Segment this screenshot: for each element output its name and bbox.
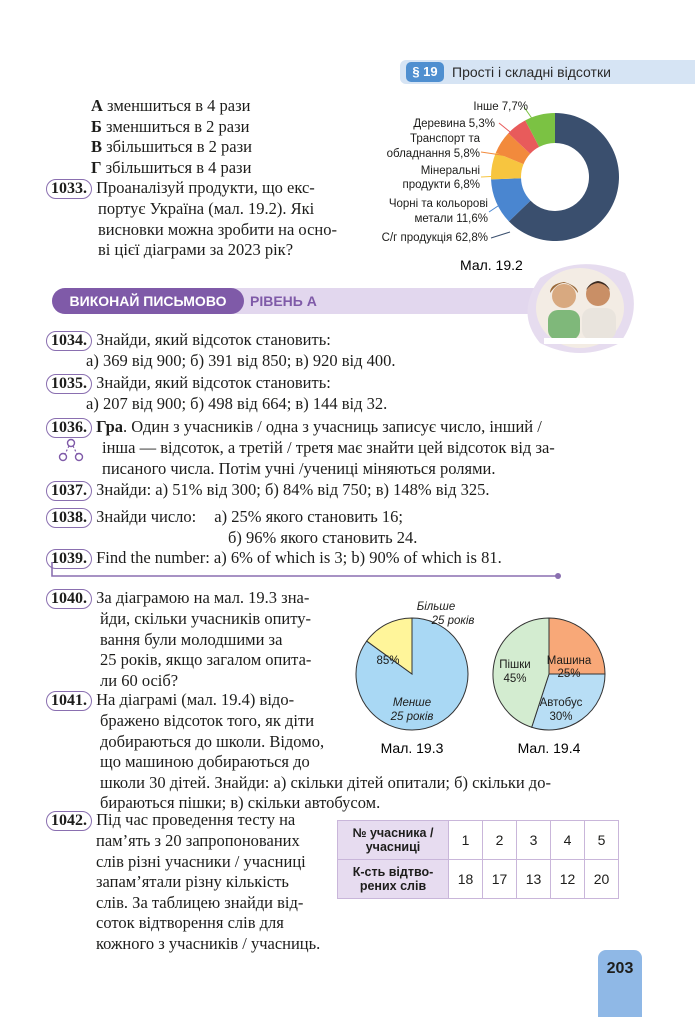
exercise-1038: 1038. Знайди число: а) 25% якого становить 16; б) 96% якого становить 24. — [46, 507, 417, 549]
banner-label: ВИКОНАЙ ПИСЬМОВО — [52, 288, 244, 314]
exercise-1035: 1035. Знайди, який відсоток становить: а) 207 від 900; б) 498 від 664; в) 144 від 32. — [46, 373, 387, 415]
pie-label: Менше — [392, 697, 432, 709]
table-cell: 4 — [551, 821, 585, 860]
donut-label: метали 11,6% — [414, 213, 488, 225]
pie-label: Машина — [546, 655, 592, 667]
figure-caption: Мал. 19.4 — [517, 740, 581, 756]
option-c: В збільшиться в 2 рази — [91, 137, 252, 156]
pie-label: 25 років — [390, 711, 434, 723]
students-photo — [520, 258, 640, 358]
table-cell: 2 — [483, 821, 517, 860]
pie-label: Більше — [416, 601, 456, 613]
exercise-1042: 1042. Під час проведення тесту на пам’ять з 20 запропонованих слів різні учасники / учасниці запам’ятали різну кількість слів. За таблицею знайди від- соток відтворення слів для кожного з учасників / учасниць. — [46, 810, 320, 954]
answer-options — [91, 96, 252, 178]
table-cell: 12 — [551, 860, 585, 899]
table-cell: 1 — [449, 821, 483, 860]
exercise-number: 1041. — [46, 691, 92, 711]
exercise-number: 1038. — [46, 508, 92, 528]
table-cell: 13 — [517, 860, 551, 899]
pie-label: Пішки — [499, 659, 531, 671]
exercise-1037: 1037. Знайди: а) 51% від 300; б) 84% від 750; в) 148% від 325. — [46, 480, 490, 501]
pie-value: 85% — [376, 655, 400, 667]
pie-label: Автобус — [539, 697, 583, 709]
donut-chart — [360, 92, 660, 272]
donut-label: С/г продукція 62,8% — [381, 232, 488, 244]
exercise-number: 1039. — [46, 549, 92, 569]
exercise-number: 1042. — [46, 811, 92, 831]
donut-label: обладнання 5,8% — [386, 148, 480, 160]
divider-line — [46, 560, 566, 582]
leader-line — [491, 232, 510, 238]
table-header: К-сть відтво- рених слів — [338, 860, 449, 899]
donut-label: Мінеральні — [420, 165, 480, 177]
table-cell: 17 — [483, 860, 517, 899]
table-cell: 3 — [517, 821, 551, 860]
donut-label: Деревина 5,3% — [413, 118, 495, 130]
donut-label: продукти 6,8% — [402, 179, 480, 191]
exercise-number: 1035. — [46, 374, 92, 394]
exercise-1039: 1039. Find the number: a) 6% of which is 3; b) 90% of which is 81. — [46, 548, 502, 569]
figure-caption: Мал. 19.3 — [380, 740, 444, 756]
exercise-number: 1036. — [46, 418, 92, 438]
exercise-number: 1034. — [46, 331, 92, 351]
table-cell: 5 — [585, 821, 619, 860]
pie-value: 30% — [549, 711, 573, 723]
table-cell: 18 — [449, 860, 483, 899]
page-number: 203 — [598, 950, 642, 1017]
table-header: № учасника / учасниці — [338, 821, 449, 860]
banner-level: РІВЕНЬ А — [250, 293, 317, 309]
pie-value: 25% — [557, 668, 581, 680]
pie-value: 45% — [503, 673, 527, 685]
exercise-1033: 1033. Проаналізуй продукти, що екс- портує Україна (мал. 19.2). Які висновки можна зробити на осно- ві цієї діаграми за 2023 рік? — [46, 178, 337, 261]
words-table — [337, 820, 619, 899]
table-cell: 20 — [585, 860, 619, 899]
exercise-number: 1037. — [46, 481, 92, 501]
exercise-1034: 1034. Знайди, який відсоток становить: а) 369 від 900; б) 391 від 850; в) 920 від 400. — [46, 330, 395, 372]
figure-caption: Мал. 19.2 — [460, 257, 523, 272]
option-b: Б зменшиться в 2 рази — [91, 116, 250, 136]
pie-label: 25 років — [431, 615, 475, 627]
pie-chart-19-4 — [485, 598, 625, 760]
donut-label: Транспорт та — [409, 133, 480, 145]
section-title: Прості і складні відсотки — [452, 64, 611, 80]
section-badge: § 19 — [406, 62, 444, 82]
group-game-icon — [58, 438, 84, 464]
exercise-number: 1040. — [46, 589, 92, 609]
donut-label: Інше 7,7% — [473, 101, 528, 113]
option-d: Г збільшиться в 4 рази — [91, 157, 252, 177]
pie-chart-19-3 — [350, 598, 490, 760]
exercise-number: 1033. — [46, 179, 92, 199]
option-a: А зменшиться в 4 рази — [91, 96, 251, 115]
exercise-1036: 1036. Гра. Один з учасників / одна з учасниць записує число, інший / інша — відсоток, а третій / третя має знайти цей відсоток від за- писаного числа. Потім учні /учениці міняються ролями. — [46, 417, 555, 479]
exercise-1041: 1041. На діаграмі (мал. 19.4) відо- бражено відсоток того, як діти добираються до школи. Відомо, що машиною добираються до школи 30 дітей. Знайди: а) скільки дітей опитали; б) скільки до- бираються пішки; в) скільки автобусом. — [46, 690, 551, 814]
donut-label: Чорні та кольорові — [388, 198, 488, 210]
exercise-1040: 1040. За діаграмою на мал. 19.3 зна- йди, скільки учасників опиту- вання були молодшими за 25 років, якщо загалом опита- ли 60 осіб? — [46, 588, 311, 691]
